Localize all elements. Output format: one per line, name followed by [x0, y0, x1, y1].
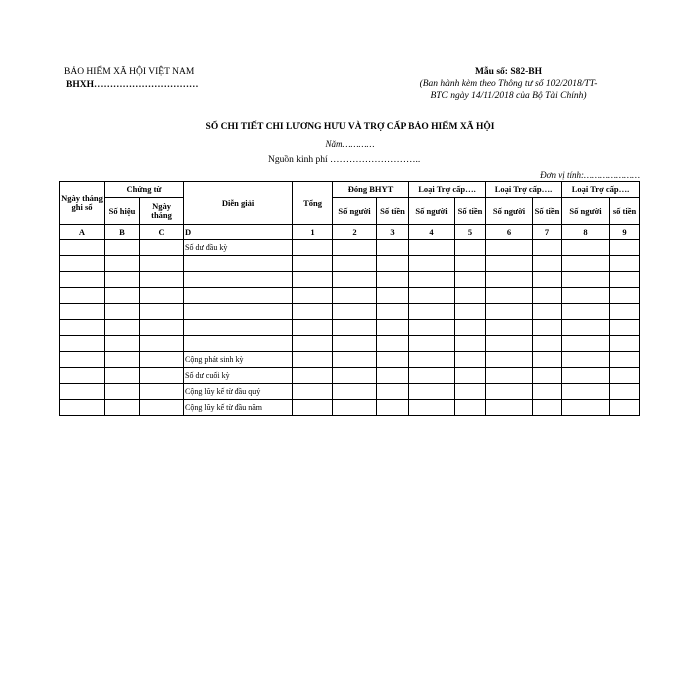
column-index: B — [105, 225, 140, 240]
table-cell — [140, 368, 184, 384]
row-description: Cộng lũy kế từ đầu năm — [184, 400, 293, 416]
table-cell — [377, 400, 409, 416]
table-cell — [409, 272, 455, 288]
table-cell — [562, 272, 610, 288]
table-cell — [610, 256, 640, 272]
table-cell — [409, 384, 455, 400]
bhyt-amount-header: Số tiền — [377, 198, 409, 225]
group-allowance-1-header: Loại Trợ cấp…. — [409, 182, 486, 198]
table-cell — [293, 368, 333, 384]
allowance-3-people-header: Số người — [562, 198, 610, 225]
year-line: Năm………… — [325, 139, 375, 149]
table-cell — [377, 272, 409, 288]
table-cell — [377, 256, 409, 272]
table-cell — [293, 320, 333, 336]
row-description — [184, 256, 293, 272]
table-cell — [610, 304, 640, 320]
table-cell — [105, 288, 140, 304]
table-row — [60, 288, 640, 304]
table-cell — [610, 272, 640, 288]
table-cell — [140, 352, 184, 368]
column-index: C — [140, 225, 184, 240]
row-description — [184, 336, 293, 352]
table-row — [60, 240, 640, 256]
table-cell — [377, 288, 409, 304]
column-index: 2 — [333, 225, 377, 240]
table-cell — [377, 368, 409, 384]
table-cell — [562, 336, 610, 352]
table-cell — [60, 336, 105, 352]
column-index-row — [60, 225, 640, 240]
table-cell — [333, 384, 377, 400]
table-cell — [455, 256, 486, 272]
fund-source-line: Nguồn kinh phí ……………………….. — [268, 155, 421, 165]
table-cell — [533, 272, 562, 288]
group-allowance-2-header: Loại Trợ cấp…. — [486, 182, 562, 198]
table-cell — [377, 304, 409, 320]
table-row — [60, 320, 640, 336]
table-cell — [409, 304, 455, 320]
table-cell — [610, 288, 640, 304]
table-cell — [140, 304, 184, 320]
table-cell — [60, 384, 105, 400]
col-total-header: Tổng — [293, 182, 333, 225]
ledger-body — [60, 240, 640, 416]
table-cell — [533, 256, 562, 272]
table-cell — [105, 352, 140, 368]
table-cell — [610, 240, 640, 256]
table-cell — [377, 320, 409, 336]
col-date-header: Ngày tháng ghi sổ — [60, 182, 105, 225]
column-index: D — [184, 225, 293, 240]
column-index: 6 — [486, 225, 533, 240]
document-title: SỔ CHI TIẾT CHI LƯƠNG HƯU VÀ TRỢ CẤP BẢO HIỂM XÃ HỘI — [205, 122, 495, 132]
table-row — [60, 304, 640, 320]
table-cell — [409, 320, 455, 336]
table-cell — [105, 400, 140, 416]
table-row — [60, 256, 640, 272]
allowance-2-amount-header: Số tiền — [533, 198, 562, 225]
column-index: 5 — [455, 225, 486, 240]
column-index: 7 — [533, 225, 562, 240]
table-cell — [562, 304, 610, 320]
table-cell — [533, 384, 562, 400]
table-cell — [533, 400, 562, 416]
table-row — [60, 368, 640, 384]
unit-line: Đơn vị tính:………………… — [540, 170, 640, 180]
table-cell — [562, 400, 610, 416]
table-cell — [60, 240, 105, 256]
table-cell — [333, 336, 377, 352]
column-index: 8 — [562, 225, 610, 240]
table-cell — [533, 304, 562, 320]
table-cell — [105, 240, 140, 256]
table-cell — [377, 352, 409, 368]
table-cell — [455, 400, 486, 416]
table-cell — [409, 352, 455, 368]
table-cell — [105, 272, 140, 288]
form-info — [396, 66, 621, 102]
table-cell — [486, 256, 533, 272]
table-cell — [140, 288, 184, 304]
table-cell — [486, 304, 533, 320]
voucher-no-header: Số hiệu — [105, 198, 140, 225]
table-cell — [333, 320, 377, 336]
table-cell — [105, 368, 140, 384]
table-cell — [455, 304, 486, 320]
column-index: 1 — [293, 225, 333, 240]
table-cell — [293, 256, 333, 272]
table-cell — [486, 384, 533, 400]
row-description: Số dư cuối kỳ — [184, 368, 293, 384]
table-cell — [610, 368, 640, 384]
table-cell — [409, 336, 455, 352]
table-cell — [562, 384, 610, 400]
table-cell — [333, 256, 377, 272]
table-cell — [455, 352, 486, 368]
table-cell — [60, 272, 105, 288]
table-cell — [533, 240, 562, 256]
form-code: Mẫu số: S82-BH — [474, 67, 543, 77]
voucher-date-header: Ngày tháng — [140, 198, 184, 225]
table-row — [60, 400, 640, 416]
table-cell — [60, 288, 105, 304]
table-cell — [533, 288, 562, 304]
table-cell — [333, 288, 377, 304]
table-cell — [486, 352, 533, 368]
table-cell — [60, 304, 105, 320]
table-cell — [140, 384, 184, 400]
organization-header — [64, 66, 198, 92]
table-cell — [333, 368, 377, 384]
table-cell — [377, 240, 409, 256]
header-row-1 — [60, 182, 640, 198]
column-index: 9 — [610, 225, 640, 240]
table-cell — [533, 352, 562, 368]
row-description: Cộng phát sinh kỳ — [184, 352, 293, 368]
table-cell — [293, 272, 333, 288]
table-cell — [140, 320, 184, 336]
table-cell — [486, 240, 533, 256]
allowance-1-people-header: Số người — [409, 198, 455, 225]
column-index: 4 — [409, 225, 455, 240]
table-cell — [455, 336, 486, 352]
table-cell — [409, 288, 455, 304]
table-row — [60, 352, 640, 368]
table-cell — [105, 336, 140, 352]
table-cell — [60, 352, 105, 368]
table-cell — [140, 272, 184, 288]
table-cell — [455, 272, 486, 288]
table-cell — [562, 352, 610, 368]
bhyt-people-header: Số người — [333, 198, 377, 225]
table-cell — [60, 320, 105, 336]
table-cell — [333, 240, 377, 256]
table-cell — [562, 320, 610, 336]
org-name: BẢO HIỂM XÃ HỘI VIỆT NAM — [64, 67, 195, 77]
table-cell — [533, 336, 562, 352]
table-cell — [105, 304, 140, 320]
table-cell — [562, 368, 610, 384]
table-cell — [105, 256, 140, 272]
table-row — [60, 336, 640, 352]
table-cell — [533, 320, 562, 336]
table-cell — [293, 304, 333, 320]
table-cell — [333, 400, 377, 416]
allowance-1-amount-header: Số tiền — [455, 198, 486, 225]
table-cell — [610, 400, 640, 416]
col-desc-header: Diễn giải — [184, 182, 293, 225]
table-cell — [562, 240, 610, 256]
table-cell — [610, 320, 640, 336]
table-cell — [333, 352, 377, 368]
row-description — [184, 304, 293, 320]
table-cell — [377, 384, 409, 400]
col-voucher-header: Chứng từ — [105, 182, 184, 198]
table-cell — [455, 368, 486, 384]
table-cell — [293, 336, 333, 352]
row-description: Số dư đầu kỳ — [184, 240, 293, 256]
table-cell — [409, 256, 455, 272]
column-index: 3 — [377, 225, 409, 240]
table-row — [60, 384, 640, 400]
column-index: A — [60, 225, 105, 240]
table-cell — [610, 336, 640, 352]
table-cell — [455, 384, 486, 400]
table-cell — [533, 368, 562, 384]
table-cell — [455, 320, 486, 336]
table-cell — [293, 384, 333, 400]
table-cell — [293, 352, 333, 368]
table-cell — [60, 368, 105, 384]
table-cell — [377, 336, 409, 352]
table-cell — [409, 368, 455, 384]
group-allowance-3-header: Loại Trợ cấp…. — [562, 182, 640, 198]
table-row — [60, 272, 640, 288]
table-cell — [455, 240, 486, 256]
form-note-line1: (Ban hành kèm theo Thông tư số 102/2018/TT- — [419, 79, 598, 89]
header-row-2 — [60, 198, 640, 225]
table-cell — [486, 368, 533, 384]
table-cell — [562, 256, 610, 272]
table-cell — [486, 320, 533, 336]
table-cell — [140, 400, 184, 416]
table-cell — [333, 272, 377, 288]
table-cell — [293, 288, 333, 304]
table-cell — [333, 304, 377, 320]
table-cell — [455, 288, 486, 304]
allowance-2-people-header: Số người — [486, 198, 533, 225]
allowance-3-amount-header: số tiền — [610, 198, 640, 225]
table-cell — [409, 400, 455, 416]
table-cell — [140, 336, 184, 352]
table-cell — [486, 288, 533, 304]
table-cell — [60, 400, 105, 416]
table-cell — [486, 400, 533, 416]
table-cell — [140, 256, 184, 272]
table-cell — [486, 336, 533, 352]
row-description — [184, 288, 293, 304]
table-cell — [105, 384, 140, 400]
form-note-line2: BTC ngày 14/11/2018 của Bộ Tài Chính) — [430, 91, 587, 101]
row-description — [184, 272, 293, 288]
table-cell — [562, 288, 610, 304]
table-cell — [409, 240, 455, 256]
org-branch: BHXH…………………………… — [66, 80, 199, 90]
row-description — [184, 320, 293, 336]
table-cell — [610, 384, 640, 400]
table-cell — [140, 240, 184, 256]
table-cell — [293, 400, 333, 416]
group-bhyt-header: Đóng BHYT — [333, 182, 409, 198]
table-cell — [486, 272, 533, 288]
row-description: Cộng lũy kế từ đầu quý — [184, 384, 293, 400]
table-cell — [60, 256, 105, 272]
table-cell — [293, 240, 333, 256]
ledger-table — [59, 181, 640, 416]
table-cell — [610, 352, 640, 368]
table-cell — [105, 320, 140, 336]
